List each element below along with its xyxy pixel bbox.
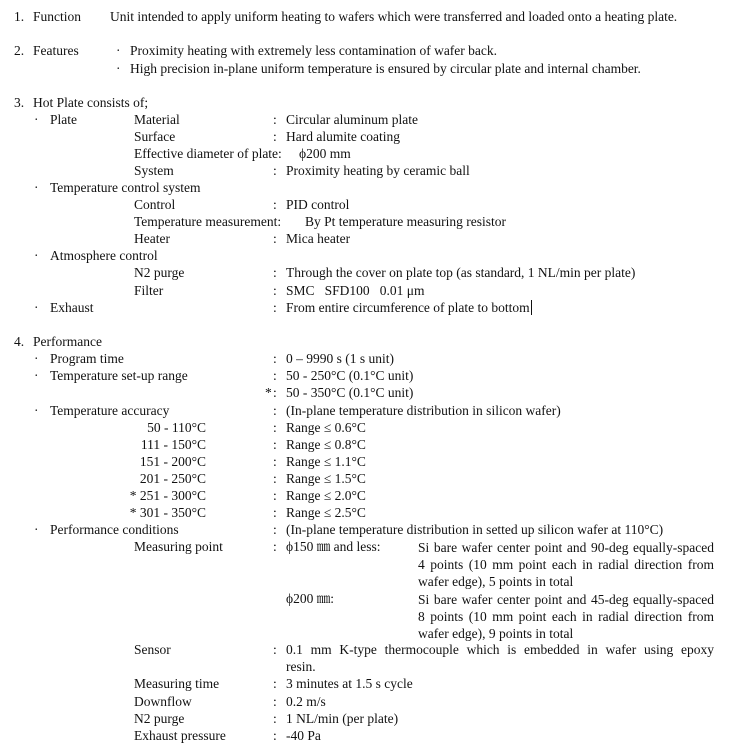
spec-key: Exhaust pressure (134, 728, 226, 743)
accuracy-value: Range ≤ 1.1°C (286, 454, 366, 469)
colon: : (273, 488, 277, 503)
function-text: Unit intended to apply uniform heating to wafers which were transferred and loaded onto a heating plate. (110, 9, 678, 24)
spec-key: Effective diameter of plate: (134, 146, 282, 161)
colon: : (273, 711, 277, 726)
colon: : (273, 112, 277, 127)
program-time-value: 0 – 9990 s (1 s unit) (286, 351, 394, 366)
bullet-icon: · (34, 180, 39, 195)
program-time-label: Program time (50, 351, 124, 366)
colon: : (273, 385, 277, 400)
asterisk-mark: * (265, 385, 272, 400)
colon: : (273, 129, 277, 144)
measuring-point-200-value: Si bare wafer center point and 45-deg equally-spaced 8 points (10 mm point each in radial direction from wafer edge), 9 points in total (418, 592, 714, 641)
colon: : (273, 283, 277, 298)
spec-key: Control (134, 197, 176, 212)
bullet-icon: · (34, 300, 39, 315)
spec-value: Proximity heating by ceramic ball (286, 163, 470, 178)
colon: : (273, 539, 277, 554)
conditions-label: Performance conditions (50, 522, 179, 537)
feature-item: High precision in-plane uniform temperature is ensured by circular plate and internal chamber. (130, 61, 641, 76)
section-2-number: 2. (14, 43, 25, 58)
setup-range-label: Temperature set-up range (50, 368, 188, 383)
colon: : (273, 454, 277, 469)
section-3-title: Hot Plate consists of; (33, 95, 149, 110)
temp-control-label: Temperature control system (50, 180, 201, 195)
colon: : (273, 403, 277, 418)
section-4-number: 4. (14, 334, 25, 349)
conditions-note: (In-plane temperature distribution in setted up silicon wafer at 110°C) (286, 522, 664, 537)
colon: : (273, 420, 277, 435)
exhaust-label: Exhaust (50, 300, 94, 315)
spec-value: Mica heater (286, 231, 351, 246)
section-4-title: Performance (33, 334, 102, 349)
accuracy-value: Range ≤ 0.6°C (286, 420, 366, 435)
exhaust-value[interactable] (286, 300, 532, 316)
spec-key: Filter (134, 283, 164, 298)
bullet-icon: · (34, 112, 39, 127)
accuracy-label: Temperature accuracy (50, 403, 170, 418)
colon: : (273, 300, 277, 315)
measuring-point-200-key: ϕ200 ㎜: (286, 591, 334, 606)
accuracy-range: 201 - 250°C (139, 471, 206, 486)
colon: : (273, 642, 277, 657)
colon: : (273, 368, 277, 383)
accuracy-value: Range ≤ 1.5°C (286, 471, 366, 486)
colon: : (273, 728, 277, 743)
spec-key: N2 purge (134, 711, 185, 726)
accuracy-range: 111 - 150°C (140, 437, 206, 452)
colon: : (273, 676, 277, 691)
spec-key: Measuring point (134, 539, 223, 554)
accuracy-range: 151 - 200°C (139, 454, 206, 469)
spec-key: Surface (134, 129, 176, 144)
spec-key: Material (134, 112, 180, 127)
spec-key: Sensor (134, 642, 171, 657)
spec-key: Measuring time (134, 676, 220, 691)
spec-key: N2 purge (134, 265, 185, 280)
spec-value: 3 minutes at 1.5 s cycle (286, 676, 413, 691)
setup-range-value: 50 - 250°C (0.1°C unit) (286, 368, 414, 383)
accuracy-value: Range ≤ 2.5°C (286, 505, 366, 520)
section-1-title: Function (33, 9, 82, 24)
bullet-icon: · (34, 351, 39, 366)
bullet-icon: · (34, 248, 39, 263)
atmosphere-label: Atmosphere control (50, 248, 158, 263)
exhaust-text: From entire circumference of plate to bottom (286, 300, 530, 315)
spec-value: 0.2 m/s (286, 694, 326, 709)
colon: : (273, 197, 277, 212)
section-3-number: 3. (14, 95, 25, 110)
accuracy-value: Range ≤ 0.8°C (286, 437, 366, 452)
bullet-icon: · (116, 61, 121, 76)
accuracy-range: 50 - 110°C (147, 420, 206, 435)
section-1-number: 1. (14, 9, 25, 24)
spec-value: Hard alumite coating (286, 129, 400, 144)
spec-value: PID control (286, 197, 350, 212)
spec-value: SMC SFD100 0.01 μm (286, 283, 425, 298)
colon: : (273, 437, 277, 452)
section-2-title: Features (33, 43, 79, 58)
spec-value: By Pt temperature measuring resistor (305, 214, 506, 229)
spec-value: -40 Pa (286, 728, 321, 743)
feature-item: Proximity heating with extremely less contamination of wafer back. (130, 43, 498, 58)
colon: : (273, 265, 277, 280)
spec-key: Heater (134, 231, 170, 246)
sensor-value-cont: resin. (286, 659, 316, 674)
sensor-value: 0.1 mm K-type thermocouple which is embedded in wafer using epoxy (286, 642, 714, 657)
accuracy-range: * 251 - 300°C (129, 488, 206, 503)
accuracy-range: * 301 - 350°C (129, 505, 206, 520)
spec-value: ϕ200 mm (299, 146, 351, 161)
bullet-icon: · (34, 403, 39, 418)
colon: : (273, 471, 277, 486)
colon: : (273, 163, 277, 178)
colon: : (273, 522, 277, 537)
accuracy-note: (In-plane temperature distribution in silicon wafer) (286, 403, 561, 418)
colon: : (273, 505, 277, 520)
spec-key: System (134, 163, 174, 178)
spec-value: Circular aluminum plate (286, 112, 418, 127)
bullet-icon: · (116, 43, 121, 58)
spec-value: Through the cover on plate top (as standard, 1 NL/min per plate) (286, 265, 636, 280)
text-cursor (531, 300, 532, 315)
bullet-icon: · (34, 522, 39, 537)
plate-label: Plate (50, 112, 77, 127)
colon: : (273, 694, 277, 709)
spec-key: Downflow (134, 694, 192, 709)
spec-value: 1 NL/min (per plate) (286, 711, 399, 726)
spec-key: Temperature measurement: (134, 214, 282, 229)
colon: : (273, 231, 277, 246)
measuring-point-150-key: ϕ150 ㎜ and less: (286, 539, 381, 554)
measuring-point-150-value: Si bare wafer center point and 90-deg equally-spaced 4 points (10 mm point each in radial direction from wafer edge), 5 points in total (418, 540, 714, 589)
colon: : (273, 351, 277, 366)
accuracy-value: Range ≤ 2.0°C (286, 488, 366, 503)
setup-range-optional: 50 - 350°C (0.1°C unit) (286, 385, 414, 400)
bullet-icon: · (34, 368, 39, 383)
